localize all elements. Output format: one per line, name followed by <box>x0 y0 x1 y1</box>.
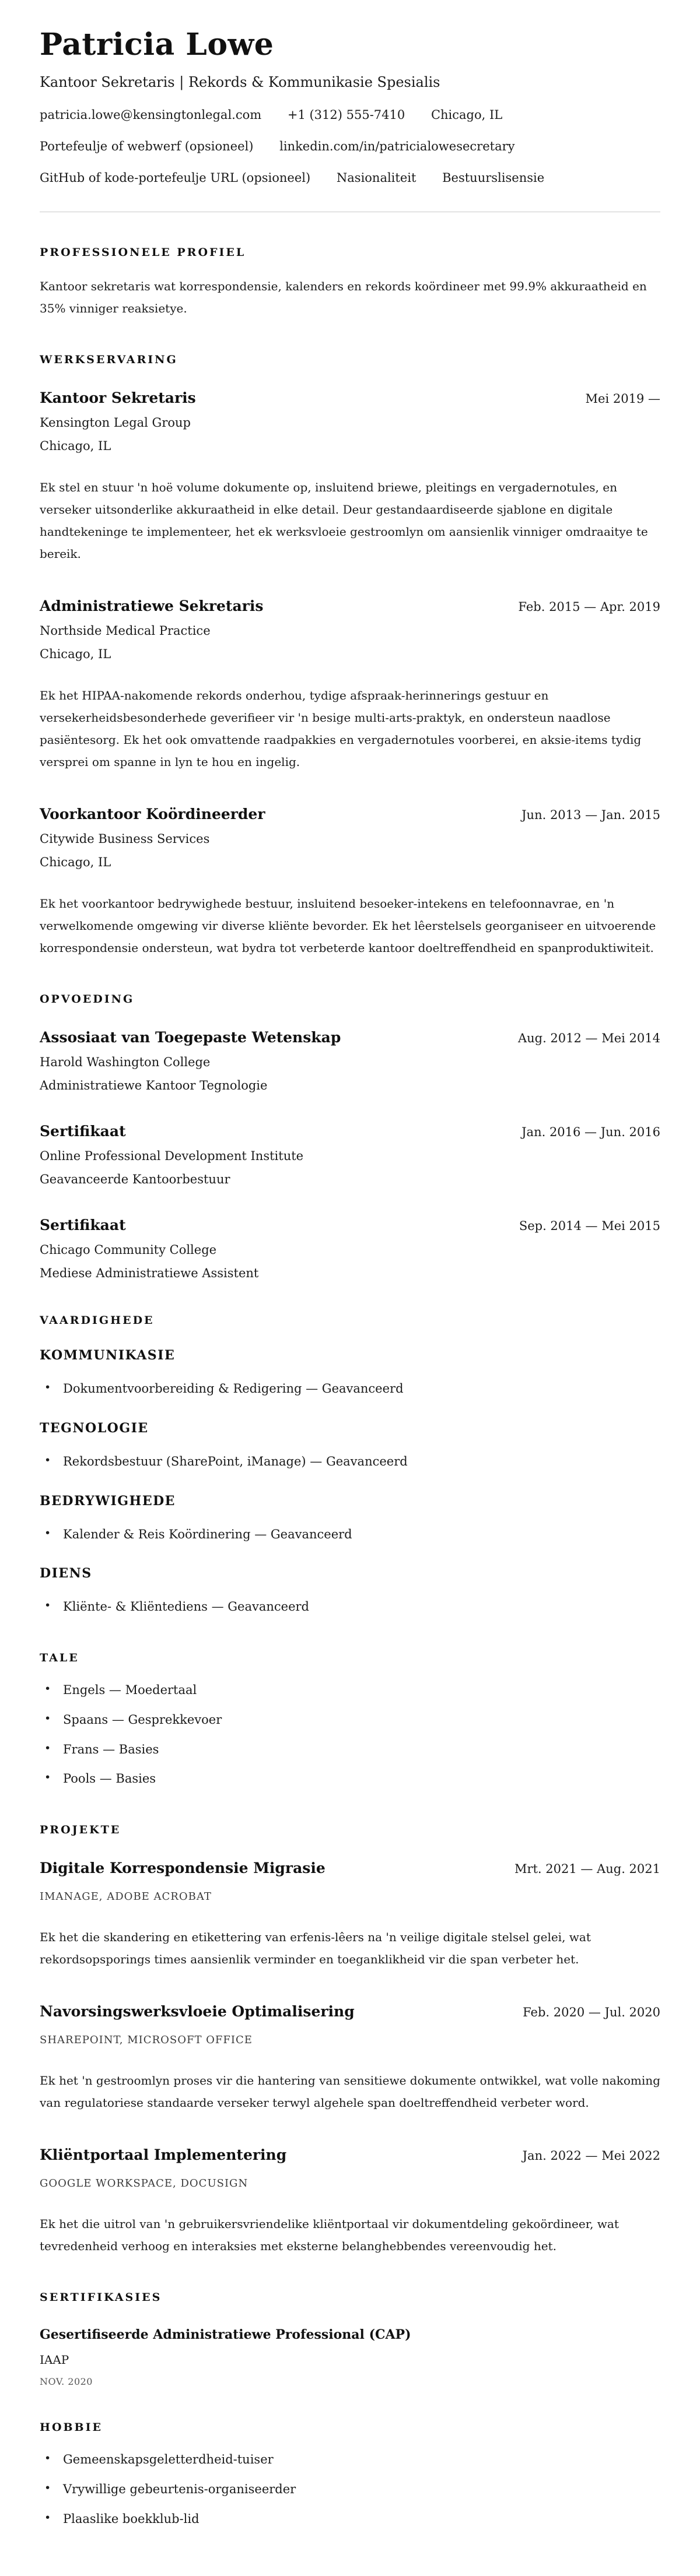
skill-item: • Kalender & Reis Koördinering — Geavanceerd <box>40 1524 660 1545</box>
skill-group <box>40 1566 660 1618</box>
job-company: Citywide Business Services <box>40 832 210 846</box>
project-description: Ek het 'n gestroomlyn proses vir die hantering van sensitiewe dokumente ontwikkel, wat volle nakoming van regulatoriese standaarde verseker terwyl algehele span doeltreffendheid verbeter word. <box>40 2074 660 2110</box>
section-languages <box>40 1651 660 1790</box>
hobby-item: • Gemeenskapsgeletterdheid-tuiser <box>40 2449 660 2470</box>
skill-list <box>40 1524 660 1545</box>
job-description: Ek het HIPAA-nakomende rekords onderhou, tydige afspraak-herinnerings gestuur en versekerheidsbesonderhede geverifieer vir 'n besige multi-arts-praktyk, en ondersteun naadlose pasiëntesorg. Ek het ook omvattende raadpakkies en vergadernotules voorberei, en aksie-items tydig versprei om spanne in lyn te hou en ingelig. <box>40 688 642 769</box>
education-head <box>40 1123 660 1140</box>
section-heading-certifications: SERTIFIKASIES <box>40 2291 162 2304</box>
education-field: Administratiewe Kantoor Tegnologie <box>40 1078 268 1093</box>
education-school: Harold Washington College <box>40 1055 211 1070</box>
section-education <box>40 993 660 1280</box>
education-school: Chicago Community College <box>40 1243 217 1257</box>
project-entry <box>40 2146 660 2257</box>
section-heading-languages: TALE <box>40 1651 79 1665</box>
education-school: Online Professional Development Institute <box>40 1149 304 1164</box>
job-head <box>40 598 660 614</box>
job-dates: Mei 2019 — <box>585 392 660 406</box>
project-tech: SHAREPOINT, MICROSOFT OFFICE <box>40 2034 253 2047</box>
language-item: • Pools — Basies <box>40 1768 660 1790</box>
project-entry <box>40 2003 660 2114</box>
job-head <box>40 389 660 406</box>
job-company: Northside Medical Practice <box>40 624 211 638</box>
section-heading-profile: PROFESSIONELE PROFIEL <box>40 246 246 259</box>
project-dates: Jan. 2022 — Mei 2022 <box>522 2149 660 2163</box>
project-tech: IMANAGE, ADOBE ACROBAT <box>40 1890 212 1903</box>
contact-location: Chicago, IL <box>430 108 503 122</box>
skill-category: KOMMUNIKASIE <box>40 1348 176 1363</box>
contact-row-3 <box>40 171 660 185</box>
job-location: Chicago, IL <box>40 439 111 454</box>
job-location: Chicago, IL <box>40 647 111 662</box>
education-entry <box>40 1029 660 1092</box>
certification-name: Gesertifiseerde Administratiewe Professional (CAP) <box>40 2327 411 2343</box>
skill-list <box>40 1378 660 1400</box>
job-dates: Feb. 2015 — Apr. 2019 <box>518 600 660 614</box>
section-profile <box>40 246 660 319</box>
skill-item: • Dokumentvoorbereiding & Redigering — Geavanceerd <box>40 1378 660 1400</box>
education-entry <box>40 1123 660 1186</box>
education-head <box>40 1029 660 1046</box>
contact-email: patricia.lowe@kensingtonlegal.com <box>40 108 262 122</box>
language-list <box>40 1679 660 1790</box>
education-degree: Sertifikaat <box>40 1217 126 1234</box>
section-heading-experience: WERKSERVARING <box>40 353 178 367</box>
skill-item: • Kliënte- & Kliëntediens — Geavanceerd <box>40 1596 660 1618</box>
project-tech: GOOGLE WORKSPACE, DOCUSIGN <box>40 2177 249 2190</box>
project-head <box>40 2146 660 2163</box>
section-heading-hobbies: HOBBIE <box>40 2421 103 2434</box>
skill-category: BEDRYWIGHEDE <box>40 1493 176 1509</box>
section-heading-skills: VAARDIGHEDE <box>40 1314 155 1327</box>
skill-list <box>40 1596 660 1618</box>
certification-date: NOV. 2020 <box>40 2376 93 2388</box>
contact-portfolio: Portefeulje of webwerf (opsioneel) <box>40 139 254 154</box>
project-description: Ek het die uitrol van 'n gebruikersvriendelike kliëntportaal vir dokumentdeling gekoördineer, wat tevredenheid verhoog en interaksies met eksterne belanghebbendes vereenvoudig het. <box>40 2217 619 2254</box>
language-item: • Frans — Basies <box>40 1739 660 1760</box>
language-item: • Engels — Moedertaal <box>40 1679 660 1701</box>
skill-category: DIENS <box>40 1566 92 1582</box>
job-title: Kantoor Sekretaris <box>40 389 196 407</box>
project-head <box>40 1860 660 1876</box>
education-degree: Assosiaat van Toegepaste Wetenskap <box>40 1029 341 1046</box>
project-head <box>40 2003 660 2020</box>
education-field: Mediese Administratiewe Assistent <box>40 1266 259 1281</box>
job-company: Kensington Legal Group <box>40 416 191 430</box>
resume-header <box>40 28 660 212</box>
section-heading-education: OPVOEDING <box>40 993 135 1006</box>
education-dates: Jan. 2016 — Jun. 2016 <box>522 1125 660 1140</box>
skill-item: • Rekordsbestuur (SharePoint, iManage) — Geavanceerd <box>40 1451 660 1472</box>
project-title: Navorsingswerksvloeie Optimalisering <box>40 2003 355 2020</box>
project-dates: Mrt. 2021 — Aug. 2021 <box>514 1862 660 1876</box>
project-entry <box>40 1860 660 1970</box>
skill-category: TEGNOLOGIE <box>40 1420 149 1436</box>
hobby-list <box>40 2449 660 2529</box>
skill-group <box>40 1421 660 1472</box>
skill-group <box>40 1493 660 1545</box>
section-heading-projects: PROJEKTE <box>40 1823 121 1837</box>
education-head <box>40 1217 660 1233</box>
job-dates: Jun. 2013 — Jan. 2015 <box>522 808 660 823</box>
language-item: • Spaans — Gesprekkevoer <box>40 1709 660 1731</box>
skill-list <box>40 1451 660 1472</box>
project-title: Kliëntportaal Implementering <box>40 2146 287 2164</box>
project-description: Ek het die skandering en etikettering van erfenis-lêers na 'n veilige digitale stelsel gelei, wat rekordsopsporings times aansienlik verminder en toeganklikheid vir die span verbeter het. <box>40 1930 591 1967</box>
education-degree: Sertifikaat <box>40 1123 126 1140</box>
resume-title: Kantoor Sekretaris | Rekords & Kommunikasie Spesialis <box>40 74 440 91</box>
resume-name: Patricia Lowe <box>40 27 274 62</box>
contact-row-1 <box>40 108 660 122</box>
section-hobbies <box>40 2421 660 2529</box>
job-location: Chicago, IL <box>40 855 111 870</box>
section-skills <box>40 1314 660 1618</box>
project-title: Digitale Korrespondensie Migrasie <box>40 1860 326 1877</box>
hobby-item: • Plaaslike boekklub-lid <box>40 2508 660 2530</box>
job-title: Voorkantoor Koördineerder <box>40 806 265 823</box>
profile-text: Kantoor sekretaris wat korrespondensie, kalenders en rekords koördineer met 99.9% akkuraatheid en 35% vinniger reaksietye. <box>40 279 647 316</box>
section-experience <box>40 353 660 959</box>
education-dates: Sep. 2014 — Mei 2015 <box>519 1219 660 1233</box>
job-description: Ek stel en stuur 'n hoë volume dokumente op, insluitend briewe, pleitings en vergadernotules, en verseker uitsonderlike akkuraatheid in elke detail. Deur gestandaardiseerde sjablone en digitale handtekeninge te implementeer, het ek werksvloeie gestroomlyn om aansienlik vinniger omdraaitye te bereik. <box>40 480 648 561</box>
job-entry <box>40 806 660 959</box>
project-dates: Feb. 2020 — Jul. 2020 <box>523 2005 660 2020</box>
job-description: Ek het voorkantoor bedrywighede bestuur, insluitend besoeker-intekens en telefoonnavrae, en 'n verwelkomende omgewing vir diverse kliënte bevorder. Ek het lêerstelsels georganiseer en uitvoerende korrespondensie ondersteun, wat bydra tot verbeterde kantoor doeltreffendheid en spanproduktiwiteit. <box>40 897 656 955</box>
contact-row-2 <box>40 139 660 153</box>
education-field: Geavanceerde Kantoorbestuur <box>40 1172 230 1187</box>
contact-github: GitHub of kode-portefeulje URL (opsioneel) <box>40 171 311 185</box>
job-entry <box>40 598 660 773</box>
contact-nationality: Nasionaliteit <box>336 171 416 185</box>
job-entry <box>40 389 660 565</box>
certification-issuer: IAAP <box>40 2353 69 2367</box>
education-dates: Aug. 2012 — Mei 2014 <box>517 1031 660 1046</box>
skill-group <box>40 1348 660 1400</box>
education-entry <box>40 1217 660 1280</box>
contact-phone: +1 (312) 555-7410 <box>287 108 405 122</box>
certification-entry <box>40 2327 660 2387</box>
section-certifications <box>40 2291 660 2387</box>
section-projects <box>40 1823 660 2257</box>
contact-license: Bestuurslisensie <box>442 171 545 185</box>
contact-linkedin: linkedin.com/in/patricialowesecretary <box>279 139 515 154</box>
job-head <box>40 806 660 823</box>
hobby-item: • Vrywillige gebeurtenis-organiseerder <box>40 2479 660 2500</box>
job-title: Administratiewe Sekretaris <box>40 598 264 615</box>
